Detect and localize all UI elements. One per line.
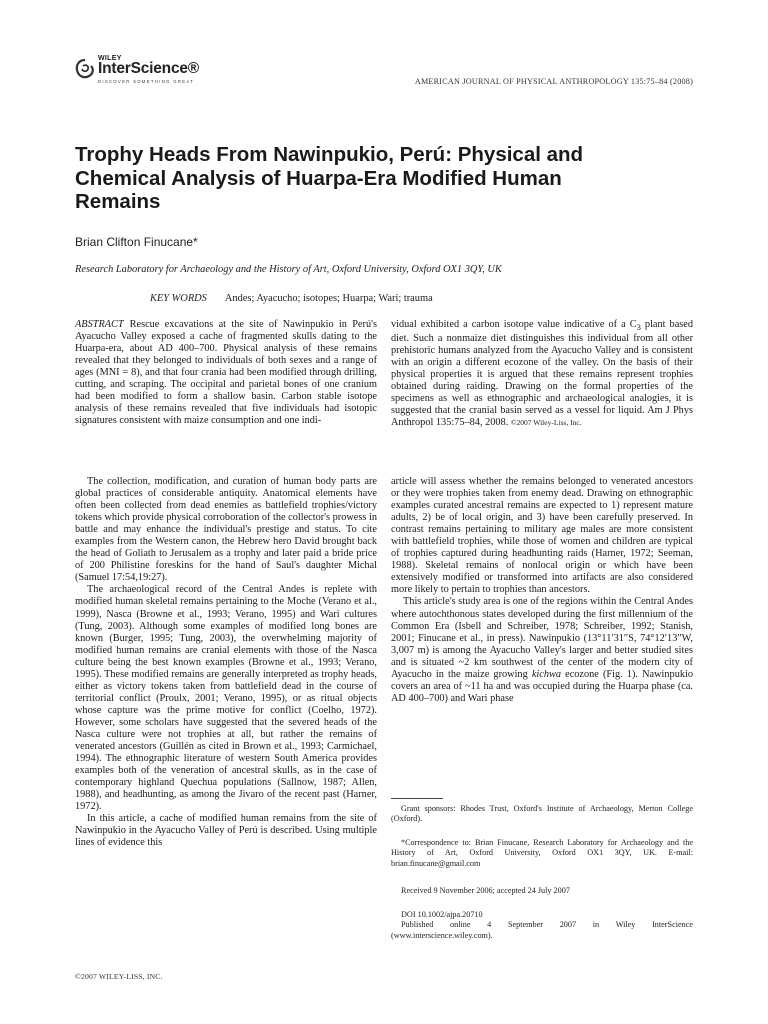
footnote-text: *Correspondence to: Brian Finucane, Research Laboratory for Archaeology and the History of Art, Oxford University, Oxford OX1 3QY, UK. E-mail: brian.finucane@gmail.com (391, 838, 693, 868)
abstract-label: ABSTRACT (75, 319, 124, 330)
keywords-line (150, 293, 433, 304)
logo-tagline: DISCOVER SOMETHING GREAT (98, 79, 195, 84)
abstract-subscript: 3 (636, 322, 641, 333)
footnote-divider (391, 798, 443, 799)
footnote-text: Grant sponsors: Rhodes Trust, Oxford's Institute of Archaeology, Merton College (Oxford). (391, 804, 693, 824)
footnote-grant (391, 804, 693, 825)
interscience-wordmark: InterScience® (98, 60, 200, 77)
body-left-column (75, 476, 377, 849)
body-paragraph (391, 596, 693, 704)
author-name: Brian Clifton Finucane* (75, 235, 198, 249)
abstract-text-left: Rescue excavations at the site of Nawinpukio in Perú's Ayacucho Valley exposed a cache of fragmented skulls dating to the Huarpa-era, about AD 400–700. Physical analysis of these remains revealed that they belonged to individuals of both sexes and a range of ages (MNI = 8), and that four crania had been modified through drilling, cutting, and scraping. The occipital and parietal bones of one cranium had been modified to form a shallow basin. Carbon stable isotope analysis of these remains revealed that five individuals had isotopic signatures consistent with maize consumption and one indi- (75, 319, 377, 427)
author-affiliation: Research Laboratory for Archaeology and the History of Art, Oxford University, Oxford OX1 3QY, UK (75, 264, 502, 275)
abstract-text-right-a: vidual exhibited a carbon isotope value indicative of a C (391, 319, 637, 330)
article-title: Trophy Heads From Nawinpukio, Perú: Physical and Chemical Analysis of Huarpa-Era Modified Human Remains (75, 143, 584, 213)
footnote-text: DOI 10.1002/ajpa.20710 (401, 910, 483, 919)
footnote-text: Received 9 November 2006; accepted 24 July 2007 (401, 886, 570, 895)
keywords-text: Andes; Ayacucho; isotopes; Huarpa; Wari; trauma (224, 293, 433, 304)
footnote-received (391, 886, 693, 896)
body-paragraph: article will assess whether the remains belonged to venerated ancestors or they were trophies taken from enemy dead. Drawing on ethnographic examples curated ancestral remains are expected to 1) represent mature adults, 2) be of local origin, and 3) have been carefully preserved. In contrast remains pertaining to military age males are more consistent with battlefield trophies, while those of women and children are typical of trophies captured during headhunting raids (Harner, 1972; Seeman, 1988). Skeletal remains of nonlocal origin or which have been extensively modified or transformed into artifacts are also considered more likely to pertain to trophies than ancestors. (391, 476, 693, 596)
body-paragraph: The archaeological record of the Central Andes is replete with modified human skeletal remains pertaining to the Moche (Verano et al., 1999), Nasca (Browne et al., 1993; Verano, 1995) and Wari cultures (Tung, 2003). Although some examples of modified long bones are known (Burger, 1995; Tung, 2003), the overwhelming majority of modified human remains are cranial elements with those of the Nasca culture being the best known examples (Browne et al., 1993; Verano, 1995). These modified remains are generally interpreted as trophy heads, either as victory tokens taken from battlefield dead in the course of territorial conflict (Proulx, 2001; Verano, 1995), or as ritual objects whose capture was the prime motive for conflict (Coelho, 1972). However, some scholars have suggested that the severed heads of the Nasca culture were not trophies at all, but rather the remains of venerated ancestors (Guillén as cited in Brown et al., 1993; Carmichael, 1994). The ethnographic literature of western South America provides examples both of the veneration of ancestral skulls, as in the case of contemporary highland Quechua populations (Sallnow, 1987; Allen, 1988), and headhunting, as among the Jivaro of the recent past (Harner, 1972). (75, 584, 377, 813)
footnote-doi (391, 910, 693, 941)
body-italic-term: kichwa (531, 668, 562, 680)
abstract-copyright: ©2007 Wiley-Liss, Inc. (510, 418, 582, 428)
journal-header: AMERICAN JOURNAL OF PHYSICAL ANTHROPOLOGY 135:75–84 (2008) (414, 77, 693, 86)
abstract-left-column (75, 319, 377, 427)
footnote-correspondence (391, 838, 693, 869)
abstract-right-column (391, 319, 693, 429)
body-text: ecozone (Fig. 1). Nawinpukio covers an area of ~11 ha and was occupied during the Huarpa phase (ca. AD 400–700) and Wari phase (391, 668, 694, 704)
body-paragraph: The collection, modification, and curation of human body parts are global practices of considerable antiquity. Anatomical elements have often been collected from dead enemies as battlefield trophies/victory tokens which provide physical corroboration of the collector's prowess in battle and may enhance the individual's prestige and status. To cite examples from the Western canon, the Hebrew hero David brought back the head of Goliath to Jerusalem as a trophy and later paid a bride price of 200 Philistine foreskins for the hand of Saul's daughter Michal (Samuel 17:54,19:27). (75, 476, 377, 584)
footnote-text: Published online 4 September 2007 in Wiley InterScience (www.interscience.wiley.com). (391, 920, 693, 940)
body-right-column (391, 476, 693, 705)
abstract-text-right-b: plant based diet. Such a nonmaize diet distinguishes this individual from all other prehistoric humans analyzed from the Ayacucho Valley and is consistent with an origin a different ecozone of the valley. On the basis of their physical properties it is argued that these remains represent trophies obtained during raiding. Drawing on the formal properties of the specimens as well as ethnographic and archaeological analogies, it is suggested that the cranial basin served as a vessel for liquid. Am J Phys Anthropol 135:75–84, 2008. (391, 319, 693, 429)
wiley-wordmark: WILEY (98, 55, 122, 62)
body-text: This article's study area is one of the regions within the Central Andes where autochthonous states developed during the first millennium of the Common Era (Isbell and Schreiber, 1978; Schreiber, 1992; Stanish, 2001; Finucane et al., in press). Nawinpukio (13°11′31″S, 74°12′13″W, 3,007 m) is among the Ayacucho Valley's larger and better studied sites and is situated ~2 km southwest of the center of the modern city of Ayacucho in the maize growing (391, 596, 693, 680)
footer-copyright: ©2007 WILEY-LISS, INC. (75, 972, 163, 981)
publisher-logo (74, 55, 224, 95)
wiley-swirl-icon (74, 57, 96, 81)
body-paragraph: In this article, a cache of modified human remains from the site of Nawinpukio in the Ayacucho Valley of Perú is described. Using multiple lines of evidence this (75, 813, 377, 849)
keywords-label: KEY WORDS (150, 293, 207, 304)
